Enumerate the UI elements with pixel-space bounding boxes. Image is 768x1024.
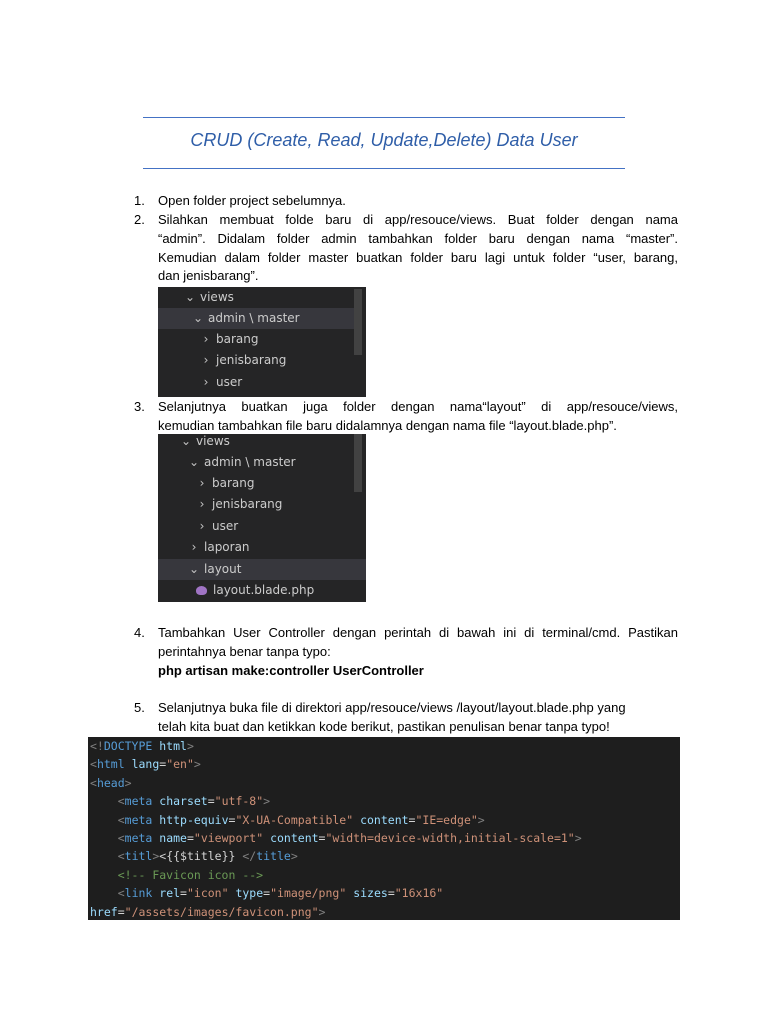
chevron-down-icon: ⌄ <box>188 562 200 576</box>
chevron-right-icon: › <box>199 476 205 490</box>
tree-file-layout-blade: layout.blade.php <box>158 580 366 601</box>
step-4 <box>134 624 678 680</box>
chevron-down-icon: ⌄ <box>188 455 200 469</box>
title-rule-top <box>143 117 625 118</box>
tree-folder-barang: › barang <box>158 329 366 350</box>
step-text-line: telah kita buat dan ketikkan kode berikut, pastikan penulisan benar tanpa typo! <box>158 718 610 734</box>
tree-folder-jenisbarang: › jenisbarang <box>158 350 366 371</box>
chevron-down-icon: ⌄ <box>192 311 204 325</box>
step-number: 2. <box>134 212 145 227</box>
title-rule-bottom <box>143 168 625 169</box>
code-line: <titl><{{$title}} </title> <box>117 849 298 864</box>
step-2 <box>134 211 678 286</box>
code-line: <!-- Favicon icon --> <box>117 867 264 882</box>
code-line: <head> <box>90 775 132 790</box>
step-text-line: Tambahkan User Controller dengan perintah di bawah ini di terminal/cmd. Pastikan <box>158 625 678 640</box>
command-text: php artisan make:controller UserController <box>158 662 424 678</box>
chevron-right-icon: › <box>191 540 197 554</box>
tree-folder-user: › user <box>158 372 366 393</box>
step-1 <box>134 192 678 211</box>
step-text-line: kemudian tambahkan file baru didalamnya dengan nama file “layout.blade.php”. <box>158 417 617 433</box>
tree-folder-user: › user <box>158 516 366 537</box>
code-line: <html lang="en"> <box>90 757 201 772</box>
tree-folder-laporan: › laporan <box>158 537 366 558</box>
tree-folder-admin-master: ⌄ admin \ master <box>158 452 366 473</box>
code-line: <!DOCTYPE html> <box>90 739 194 753</box>
chevron-right-icon: › <box>199 497 205 511</box>
tree-folder-jenisbarang: › jenisbarang <box>158 494 366 515</box>
step-text-line: Silahkan membuat folde baru di app/resouce/views. Buat folder dengan nama <box>158 212 678 227</box>
step-number: 5. <box>134 700 145 715</box>
scrollbar <box>354 289 362 355</box>
step-5 <box>134 699 678 737</box>
step-number: 4. <box>134 625 145 640</box>
tree-folder-layout: ⌄ layout <box>158 559 366 580</box>
step-text-line: “admin”. Didalam folder admin tambahkan folder baru dengan nama “master”. <box>158 230 678 246</box>
chevron-right-icon: › <box>203 332 209 346</box>
chevron-down-icon: ⌄ <box>180 434 192 448</box>
php-file-icon <box>196 586 207 595</box>
step-text-line: Selanjutnya buatkan juga folder dengan nama“layout” di app/resouce/views, <box>158 399 678 414</box>
step-text: Open folder project sebelumnya. <box>158 193 346 208</box>
step-text-line: perintahnya benar tanpa typo: <box>158 643 331 659</box>
chevron-down-icon: ⌄ <box>184 290 196 304</box>
chevron-right-icon: › <box>203 353 209 367</box>
code-block <box>88 737 680 920</box>
code-line: <link rel="icon" type="image/png" sizes="16x16" <box>117 886 444 901</box>
step-text-line: Kemudian dalam folder master buatkan folder baru lagi untuk folder “user, barang, <box>158 249 678 265</box>
chevron-right-icon: › <box>199 519 205 533</box>
tree-folder-barang: › barang <box>158 473 366 494</box>
chevron-right-icon: › <box>203 375 209 389</box>
code-line: href="/assets/images/favicon.png"> <box>90 904 326 919</box>
code-line: <meta name="viewport" content="width=device-width,initial-scale=1"> <box>117 831 582 845</box>
step-text-line: Selanjutnya buka file di direktori app/resouce/views /layout/layout.blade.php yang <box>158 700 626 715</box>
code-line: <meta http-equiv="X-UA-Compatible" content="IE=edge"> <box>117 812 485 827</box>
scrollbar <box>354 434 362 492</box>
page-title: CRUD (Create, Read, Update,Delete) Data User <box>190 130 578 150</box>
step-number: 3. <box>134 399 145 414</box>
explorer-screenshot-1 <box>158 287 366 397</box>
tree-folder-admin-master: ⌄ admin \ master <box>158 308 354 329</box>
step-3 <box>134 398 678 436</box>
explorer-screenshot-2 <box>158 434 366 602</box>
tree-folder-views: ⌄ views <box>158 287 366 308</box>
tree-folder-views: ⌄ views <box>158 434 366 452</box>
step-text-line: dan jenisbarang”. <box>158 268 259 284</box>
code-line: <meta charset="utf-8"> <box>117 794 271 809</box>
step-number: 1. <box>134 193 145 208</box>
